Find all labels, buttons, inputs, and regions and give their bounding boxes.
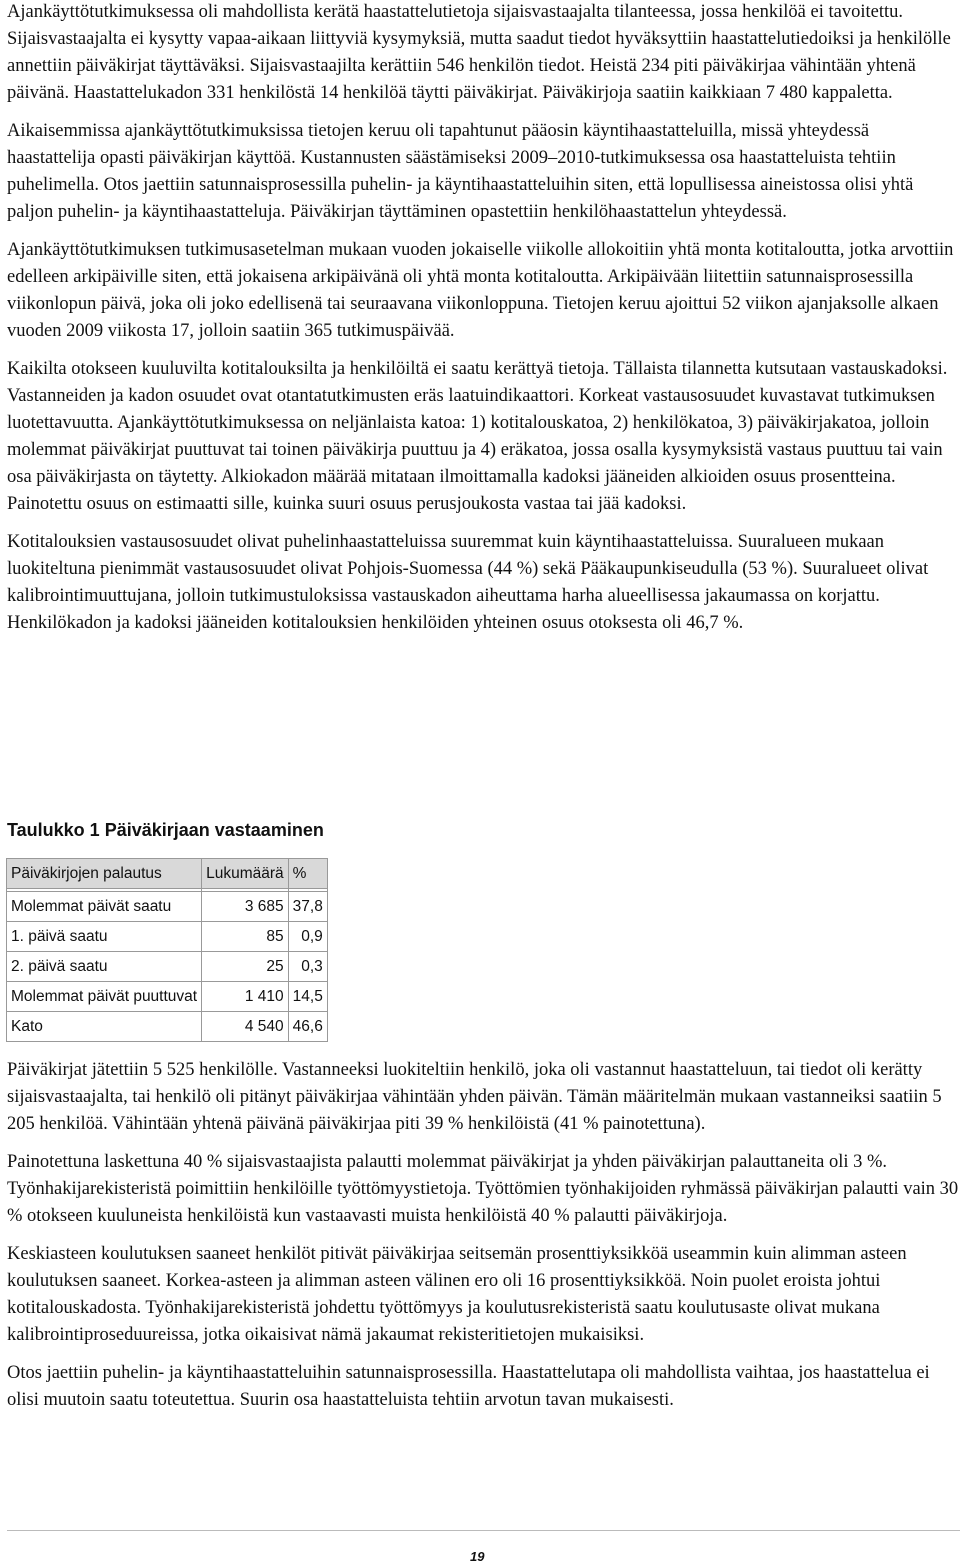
row-count: 1 410 bbox=[202, 982, 289, 1012]
row-label: 1. päivä saatu bbox=[7, 922, 202, 952]
row-label: 2. päivä saatu bbox=[7, 952, 202, 982]
header-percent: % bbox=[288, 859, 327, 889]
row-label: Molemmat päivät saatu bbox=[7, 892, 202, 922]
diary-response-table bbox=[6, 858, 328, 1042]
paragraph-weighted-returns: Painotettuna laskettuna 40 % sijaisvastaajista palautti molemmat päiväkirjat ja yhden päiväkirjan palauttaneita oli 3 %. Työnhakijarekisteristä poimittiin henkilöille työttömyystietoja. Työttömien työnhakijoiden ryhmässä päiväkirjan palautti vain 30 % otokseen kuuluneista henkilöistä kun vastaavasti muista henkilöistä 40 % palautti päiväkirjoja. bbox=[7, 1152, 959, 1226]
row-percent: 37,8 bbox=[288, 892, 327, 922]
paragraph-education: Keskiasteen koulutuksen saaneet henkilöt pitivät päiväkirjaa seitsemän prosenttiyksikköä useammin kuin alimman asteen koulutuksen saaneet. Korkea-asteen ja alimman asteen välinen ero oli 16 prosenttiyksikköä. Noin puolet eroista johtui kotitalouskadosta. Työnhakijarekisteristä johdettu työttömyys ja koulutusrekisteristä saatu koulutusaste olivat mukana kalibrointiproseduureissa, jotka oikaisivat nämä jakaumat rekisteritietojen mukaisiksi. bbox=[7, 1244, 907, 1345]
header-count: Lukumäärä bbox=[202, 859, 289, 889]
paragraph-interview-mode: Otos jaettiin puhelin- ja käyntihaastatteluihin satunnaisprosessilla. Haastattelutapa oli mahdollista vaihtaa, jos haastattelua ei olisi muutoin saatu toteutettua. Suurin osa haastatteluista tehtiin arvotun tavan mukaisesti. bbox=[7, 1363, 930, 1410]
row-percent: 14,5 bbox=[288, 982, 327, 1012]
paragraph-response-rates: Kotitalouksien vastausosuudet olivat puhelinhaastatteluissa suuremmat kuin käyntihaastatteluissa. Suuralueen mukaan luokiteltuna pienimmät vastausosuudet olivat Pohjois-Suomessa (44 %) sekä Pääkaupunkiseudulla (53 %). Suuralueet olivat kalibrointimuuttujana, jolloin tutkimustuloksissa vastauskadon aiheuttama harha alueellisessa jakaumassa on korjattu. Henkilökadon ja kadoksi jääneiden kotitalouksien henkilöiden yhteinen osuus otoksesta oli 46,7 %. bbox=[7, 532, 929, 633]
row-percent: 0,3 bbox=[288, 952, 327, 982]
row-count: 4 540 bbox=[202, 1012, 289, 1042]
table-caption: Taulukko 1 Päiväkirjaan vastaaminen bbox=[7, 820, 324, 840]
table-row bbox=[7, 922, 328, 952]
table-row bbox=[7, 892, 328, 922]
table-row bbox=[7, 982, 328, 1012]
table-row bbox=[7, 1012, 328, 1042]
row-label: Molemmat päivät puuttuvat bbox=[7, 982, 202, 1012]
row-count: 3 685 bbox=[202, 892, 289, 922]
paragraph-nonresponse: Kaikilta otokseen kuuluvilta kotitalouksilta ja henkilöiltä ei saatu kerättyä tietoja. Tällaista tilannetta kutsutaan vastauskadoksi. Vastanneiden ja kadon osuudet ovat otantatutkimusten eräs laatuindikaattori. Korkeat vastausosuudet kuvastavat tutkimuksen luotettavuutta. Ajankäyttötutkimuksessa on neljänlaista katoa: 1) kotitalouskatoa, 2) henkilökatoa, 3) päiväkirjakatoa, jolloin molemmat päiväkirjat puuttuvat tai toinen päiväkirja puuttuu ja 4) eräkatoa, jossa osalla kysymyksistä vastaus puuttuu tai vain osa päiväkirjasta on täytetty. Alkiokadon määrää mitataan ilmoittamalla kadoksi jääneiden alkioiden osuus prosentteina. Painotettu osuus on estimaatti sille, kuinka suuri osuus perusjoukosta vastaa tai jää kadoksi. bbox=[7, 359, 948, 514]
body-text-bottom bbox=[7, 1057, 959, 1425]
row-label: Kato bbox=[7, 1012, 202, 1042]
table-header-row bbox=[7, 859, 328, 889]
page-number: 19 bbox=[470, 1549, 485, 1564]
paragraph-data-collection: Aikaisemmissa ajankäyttötutkimuksissa tietojen keruu oli tapahtunut pääosin käyntihaastatteluilla, missä yhteydessä haastattelija opasti päiväkirjan käyttöä. Kustannusten säästämiseksi 2009–2010-tutkimuksessa osa haastatteluista tehtiin puhelimella. Otos jaettiin satunnaisprosessilla puhelin- ja käyntihaastatteluihin siten, että lopullisessa aineistossa olisi yhtä paljon puhelin- ja käyntihaastatteluja. Päiväkirjan täyttäminen opastettiin henkilöhaastattelun yhteydessä. bbox=[7, 121, 914, 222]
row-percent: 46,6 bbox=[288, 1012, 327, 1042]
paragraph-research-design: Ajankäyttötutkimuksen tutkimusasetelman mukaan vuoden jokaiselle viikolle allokoitiin yhtä monta kotitaloutta, jotka arvottiin edelleen arkipäiville siten, että jokaisena arkipäivänä oli yhtä monta kotitaloutta. Arkipäivään liitettiin satunnaisprosessilla viikonlopun päivä, joka oli joko edellisenä tai seuraavana viikonloppuna. Tietojen keruu ajoittui 52 viikon ajanjaksolle alkaen vuoden 2009 viikosta 17, jolloin saatiin 365 tutkimuspäivää. bbox=[7, 240, 954, 341]
header-diary-return: Päiväkirjojen palautus bbox=[7, 859, 202, 889]
paragraph-diaries-handed-out: Päiväkirjat jätettiin 5 525 henkilölle. Vastanneeksi luokiteltiin henkilö, joka oli vastannut haastatteluun, tai tiedot oli kerätty sijaisvastaajalta, tai henkilö oli pitänyt päiväkirjaa vähintään yhden päivän. Tämän määritelmän mukaan vastanneiksi saatiin 5 205 henkilöä. Vähintään yhtenä päivänä päiväkirjaa piti 39 % henkilöistä (41 % painotettuna). bbox=[7, 1060, 942, 1134]
footer-divider bbox=[7, 1530, 960, 1531]
row-count: 85 bbox=[202, 922, 289, 952]
body-text-top bbox=[7, 0, 959, 648]
row-count: 25 bbox=[202, 952, 289, 982]
paragraph-proxy-respondents: Ajankäyttötutkimuksessa oli mahdollista kerätä haastattelutietoja sijaisvastaajalta tilanteessa, jossa henkilöä ei tavoitettu. Sijaisvastaajalta ei kysytty vapaa-aikaan liittyviä kysymyksiä, mutta saadut tiedot hyväksyttiin haastattelutiedoiksi ja henkilölle annettiin päiväkirjat täyttäväksi. Sijaisvastaajilta kerättiin 546 henkilön tiedot. Heistä 234 piti päiväkirjaa vähintään yhtenä päivänä. Haastattelukadon 331 henkilöstä 14 henkilöä täytti päiväkirjat. Päiväkirjoja saatiin kaikkiaan 7 480 kappaletta. bbox=[7, 2, 951, 103]
table-row bbox=[7, 952, 328, 982]
row-percent: 0,9 bbox=[288, 922, 327, 952]
